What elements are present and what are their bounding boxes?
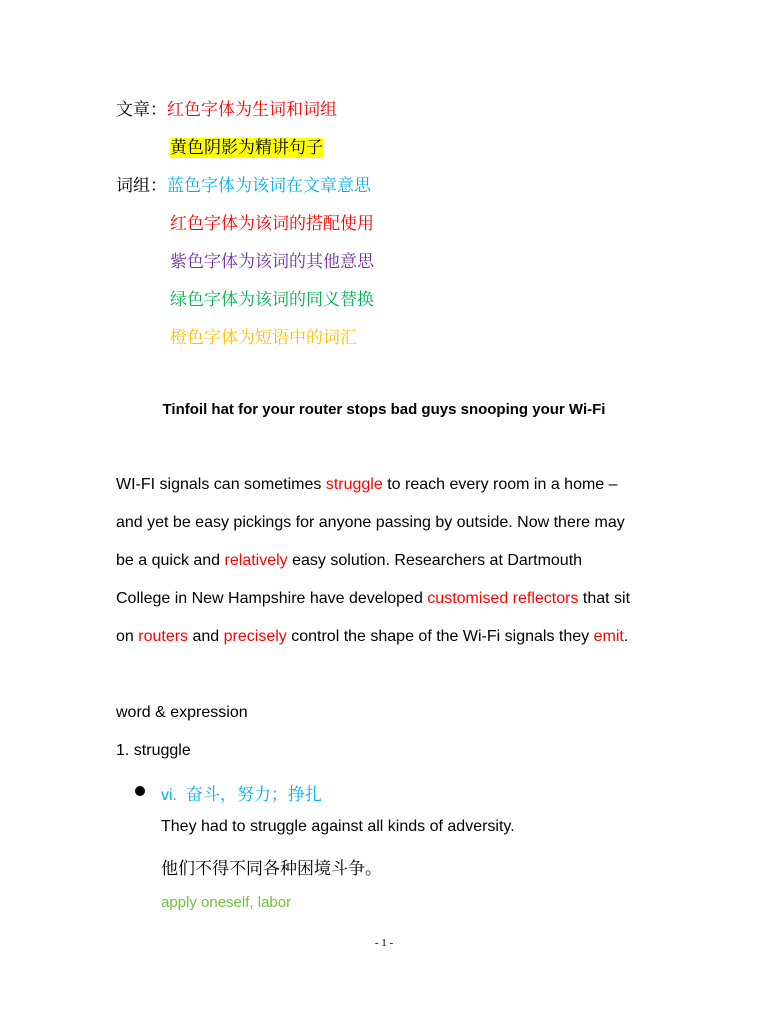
legend-article-label: 文章： xyxy=(116,100,167,120)
vocab-word-routers: routers xyxy=(138,628,189,645)
article-line-1 xyxy=(116,476,618,494)
part-of-speech: vi. xyxy=(161,787,177,804)
text-segment: easy solution. Researchers at Dartmouth xyxy=(287,552,583,569)
text-segment: to reach every room in a home – xyxy=(382,476,618,493)
vocab-word-customised-reflectors: customised reflectors xyxy=(427,590,579,607)
vocab-definition xyxy=(161,780,322,805)
article-title: Tinfoil hat for your router stops bad guys snooping your Wi-Fi xyxy=(162,401,606,418)
text-segment: . xyxy=(623,628,629,645)
legend-words-orange: 橙色字体为短语中的词汇 xyxy=(170,328,357,348)
vocab-meaning: 奋斗，努力；挣扎 xyxy=(185,785,322,805)
vocab-word-precisely: precisely xyxy=(223,628,287,645)
text-segment: and xyxy=(188,628,224,645)
text-segment: on xyxy=(116,628,139,645)
legend-words-red: 红色字体为该词的搭配使用 xyxy=(170,214,374,234)
vocab-item-1: 1. struggle xyxy=(116,742,191,759)
example-sentence-en: They had to struggle against all kinds of adversity. xyxy=(161,818,515,835)
legend-words-purple: 紫色字体为该词的其他意思 xyxy=(170,252,374,272)
legend-article-yellow: 黄色阴影为精讲句子 xyxy=(170,138,323,158)
text-segment: College in New Hampshire have developed xyxy=(116,590,428,607)
article-line-2: and yet be easy pickings for anyone passing by outside. Now there may xyxy=(116,514,625,531)
example-sentence-cn: 他们不得不同各种困境斗争。 xyxy=(161,859,382,879)
article-line-4 xyxy=(116,590,630,608)
text-segment: control the shape of the Wi-Fi signals they xyxy=(286,628,594,645)
legend-words-label: 词组： xyxy=(116,176,167,196)
vocab-heading: word & expression xyxy=(116,704,248,721)
text-segment: WI-FI signals can sometimes xyxy=(116,476,326,493)
article-line-5 xyxy=(116,628,628,646)
legend-article-row xyxy=(116,95,337,120)
bullet-icon xyxy=(135,786,145,796)
legend-article-red: 红色字体为生词和词组 xyxy=(167,100,337,120)
text-segment: that sit xyxy=(578,590,631,607)
synonyms: apply oneself, labor xyxy=(161,894,292,911)
article-line-3 xyxy=(116,552,582,570)
text-segment: be a quick and xyxy=(116,552,225,569)
vocab-word-emit: emit xyxy=(593,628,624,645)
legend-words-green: 绿色字体为该词的同义替换 xyxy=(170,290,374,310)
legend-article-yellow-row xyxy=(170,133,323,158)
page-number: - 1 - xyxy=(374,937,394,949)
legend-words-row xyxy=(116,171,371,196)
legend-words-blue: 蓝色字体为该词在文章意思 xyxy=(167,176,371,196)
vocab-word-relatively: relatively xyxy=(224,552,288,569)
vocab-word-struggle: struggle xyxy=(325,476,383,493)
